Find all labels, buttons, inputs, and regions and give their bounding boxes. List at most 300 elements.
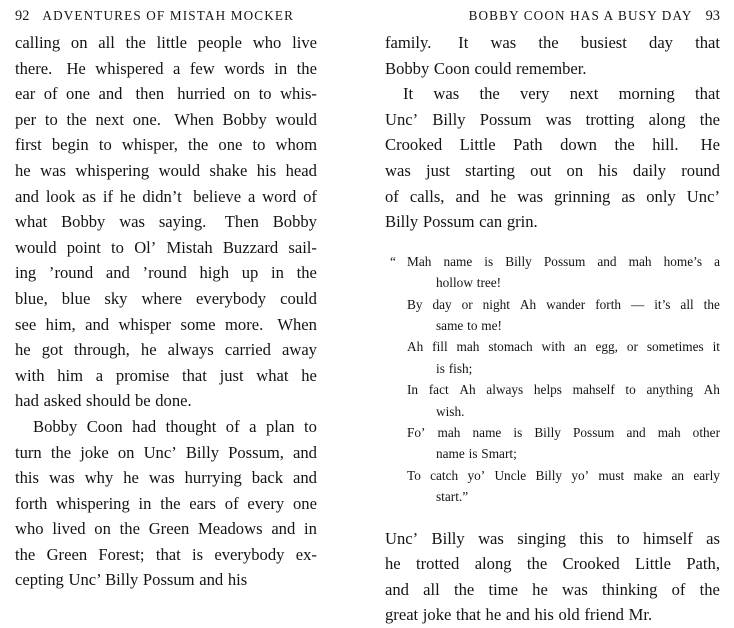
word: shake bbox=[209, 160, 248, 180]
word: Crooked bbox=[562, 554, 620, 574]
text-line bbox=[15, 235, 317, 261]
word: was bbox=[478, 528, 504, 548]
text-line bbox=[15, 209, 317, 235]
word: to bbox=[111, 237, 124, 257]
word: blue bbox=[61, 288, 91, 308]
word: It bbox=[458, 33, 469, 52]
word: all bbox=[98, 33, 115, 52]
word: and bbox=[293, 468, 317, 488]
text-line bbox=[385, 132, 720, 158]
word: whisper bbox=[118, 314, 172, 334]
paragraph bbox=[385, 526, 720, 628]
word: begin bbox=[51, 135, 89, 155]
verse-line: name is Smart; bbox=[436, 446, 517, 462]
word: there. bbox=[15, 58, 57, 78]
word: why bbox=[84, 468, 114, 488]
word: starting bbox=[465, 160, 515, 180]
left-page bbox=[0, 0, 367, 590]
word: is bbox=[192, 544, 204, 564]
word: It bbox=[403, 84, 414, 104]
word: who bbox=[252, 33, 282, 52]
word: the bbox=[699, 579, 720, 599]
word: ing bbox=[15, 263, 37, 283]
word: blue, bbox=[15, 288, 48, 308]
word: more. bbox=[224, 314, 268, 334]
word: he bbox=[301, 365, 317, 385]
word: Billy bbox=[534, 425, 561, 440]
word: whis- bbox=[280, 84, 317, 104]
word: the bbox=[526, 554, 548, 574]
text-line: had asked should be done. bbox=[15, 391, 192, 411]
word: sail- bbox=[288, 237, 317, 257]
word: of bbox=[224, 493, 239, 513]
word: on bbox=[117, 442, 135, 462]
word: a bbox=[249, 416, 257, 436]
word: calling bbox=[15, 33, 61, 52]
word: one bbox=[218, 135, 243, 155]
word: next bbox=[95, 109, 125, 129]
word: the bbox=[699, 109, 720, 129]
word: daily bbox=[632, 160, 667, 180]
word: joke bbox=[80, 442, 109, 462]
word: night bbox=[482, 296, 510, 312]
word: along bbox=[474, 554, 512, 574]
word: what bbox=[15, 212, 48, 232]
word: hurried bbox=[177, 84, 226, 104]
word: of bbox=[43, 84, 58, 104]
text-line bbox=[385, 526, 720, 552]
word: few bbox=[189, 58, 215, 78]
word: Bobby bbox=[222, 109, 267, 129]
text-line bbox=[15, 107, 317, 133]
word: fill bbox=[432, 339, 448, 355]
word: the bbox=[296, 263, 317, 283]
verse-line bbox=[407, 251, 720, 272]
text-line bbox=[15, 516, 317, 542]
word: would bbox=[158, 160, 201, 180]
word: name bbox=[472, 425, 502, 440]
verse-line: start.” bbox=[436, 489, 469, 505]
word: would bbox=[15, 237, 57, 257]
word: see bbox=[15, 314, 37, 334]
word: mah bbox=[437, 425, 461, 440]
word: was bbox=[562, 579, 588, 599]
word: round bbox=[681, 160, 720, 180]
text-line: Bobby Coon could remember. bbox=[385, 58, 587, 78]
text-line bbox=[15, 81, 317, 107]
word: He bbox=[66, 58, 86, 78]
word: trotting bbox=[585, 109, 635, 129]
text-line bbox=[385, 107, 720, 133]
word: on bbox=[70, 33, 88, 52]
word: everybody bbox=[214, 544, 285, 564]
paragraph bbox=[385, 81, 720, 235]
word: that bbox=[155, 544, 181, 564]
word: anything bbox=[646, 382, 693, 398]
word: he bbox=[123, 468, 139, 488]
word: To bbox=[407, 467, 421, 483]
text-line bbox=[15, 440, 317, 466]
word: got bbox=[41, 340, 63, 360]
verse-line: is fish; bbox=[436, 360, 473, 376]
word: to bbox=[258, 84, 272, 104]
word: Ah bbox=[519, 296, 537, 312]
word: Crooked bbox=[385, 135, 443, 155]
word: plan bbox=[265, 416, 295, 436]
right-body-text bbox=[385, 30, 720, 628]
word: head bbox=[285, 160, 317, 180]
word: the bbox=[188, 135, 209, 155]
word: was bbox=[490, 33, 517, 52]
word: Mistah bbox=[166, 237, 213, 257]
right-page bbox=[367, 0, 734, 625]
verse-line bbox=[407, 294, 720, 315]
word: yo’ bbox=[467, 467, 486, 483]
word: little bbox=[156, 33, 188, 52]
verse-line: hollow tree! bbox=[436, 275, 502, 291]
word: this bbox=[579, 528, 604, 548]
text-line: Billy Possum can grin. bbox=[385, 212, 538, 232]
word: who bbox=[15, 519, 44, 539]
word: Green bbox=[148, 519, 190, 539]
word: family. bbox=[385, 33, 437, 52]
word: mahself bbox=[572, 382, 615, 398]
word: and bbox=[85, 314, 110, 334]
word: was bbox=[517, 186, 544, 206]
word: to bbox=[44, 109, 58, 129]
word: with bbox=[541, 339, 566, 355]
word: turn bbox=[15, 442, 42, 462]
word: Ah bbox=[459, 382, 476, 398]
text-line bbox=[15, 491, 317, 517]
word: mah bbox=[456, 339, 480, 355]
word: Bobby bbox=[33, 416, 78, 436]
word: always bbox=[486, 382, 524, 398]
word: per bbox=[15, 109, 37, 129]
word: that bbox=[695, 33, 720, 52]
word: he bbox=[532, 579, 548, 599]
word: wander bbox=[546, 296, 586, 312]
word: a bbox=[247, 186, 256, 206]
word: whispered bbox=[95, 58, 164, 78]
word: helps bbox=[533, 382, 562, 398]
word: is bbox=[513, 425, 523, 440]
word: through, bbox=[74, 340, 130, 360]
word: to bbox=[303, 416, 317, 436]
word: he bbox=[490, 186, 507, 206]
left-running-head bbox=[15, 8, 317, 30]
word: Billy bbox=[432, 109, 466, 129]
word: was bbox=[40, 160, 66, 180]
word: as bbox=[82, 186, 96, 206]
word: the bbox=[125, 33, 146, 52]
word: morning bbox=[618, 84, 675, 104]
text-line bbox=[15, 132, 317, 158]
word: words bbox=[224, 58, 265, 78]
word: the bbox=[119, 519, 140, 539]
word: the bbox=[15, 544, 36, 564]
word: to bbox=[625, 382, 636, 398]
word: one bbox=[66, 84, 90, 104]
word: every bbox=[247, 493, 285, 513]
word: on bbox=[94, 519, 111, 539]
text-line bbox=[15, 184, 317, 210]
word: him, bbox=[45, 314, 76, 334]
word: yo’ bbox=[571, 467, 590, 483]
word: only bbox=[646, 186, 676, 206]
word: Then bbox=[224, 212, 259, 232]
word: — bbox=[630, 296, 645, 312]
verse-block bbox=[385, 251, 720, 508]
word: saying. bbox=[158, 212, 211, 232]
word: he bbox=[15, 340, 31, 360]
word: just bbox=[219, 365, 244, 385]
word: ear bbox=[15, 84, 36, 104]
word: first bbox=[15, 135, 42, 155]
word: on bbox=[566, 160, 584, 180]
word: make bbox=[633, 467, 663, 483]
word: Unc’ bbox=[385, 528, 419, 548]
word: He bbox=[700, 135, 720, 155]
word: away bbox=[281, 340, 317, 360]
word: thinking bbox=[602, 579, 658, 599]
word: fact bbox=[428, 382, 449, 398]
word: and bbox=[385, 579, 409, 599]
text-line bbox=[385, 184, 720, 210]
word: all bbox=[680, 296, 694, 312]
text-line bbox=[385, 158, 720, 184]
word: Unc’ bbox=[143, 442, 177, 462]
word: his bbox=[256, 160, 277, 180]
word: calls, bbox=[409, 186, 445, 206]
word: hurrying bbox=[184, 468, 242, 488]
verse-open-quote: “ bbox=[390, 253, 396, 269]
word: Little bbox=[459, 135, 496, 155]
word: sky bbox=[104, 288, 128, 308]
word: whisper, bbox=[121, 135, 178, 155]
verse-line bbox=[407, 379, 720, 400]
word: as bbox=[706, 528, 720, 548]
word: singing bbox=[517, 528, 567, 548]
word: the bbox=[703, 296, 720, 312]
word: lived bbox=[52, 519, 86, 539]
word: sometimes bbox=[646, 339, 704, 355]
word: In bbox=[407, 382, 419, 398]
word: one. bbox=[132, 109, 166, 129]
word: back bbox=[251, 468, 284, 488]
word: it bbox=[712, 339, 720, 355]
word: didn’t bbox=[142, 186, 187, 206]
word: forth bbox=[15, 493, 48, 513]
word: Green bbox=[46, 544, 88, 564]
word: whispering bbox=[75, 160, 150, 180]
word: had bbox=[132, 416, 157, 436]
word: mah bbox=[628, 253, 652, 269]
word: Possum bbox=[479, 109, 532, 129]
word: promise bbox=[115, 365, 170, 385]
word: When bbox=[174, 109, 214, 129]
word: mah bbox=[657, 425, 681, 440]
word: trotted bbox=[416, 554, 460, 574]
word: everybody bbox=[196, 288, 267, 308]
word: Buzzard bbox=[222, 237, 279, 257]
word: could bbox=[280, 288, 317, 308]
word: a bbox=[714, 253, 720, 269]
text-line bbox=[385, 81, 720, 107]
word: the bbox=[538, 33, 559, 52]
word: Billy bbox=[505, 253, 532, 269]
text-line bbox=[385, 551, 720, 577]
word: what bbox=[256, 365, 289, 385]
word: the bbox=[453, 579, 475, 599]
word: then bbox=[135, 84, 169, 104]
word: of bbox=[303, 186, 317, 206]
word: day bbox=[432, 296, 452, 312]
text-line bbox=[15, 286, 317, 312]
word: of bbox=[671, 579, 686, 599]
word: Billy bbox=[535, 467, 563, 483]
word: must bbox=[598, 467, 625, 483]
right-folio: 93 bbox=[705, 8, 720, 24]
text-line bbox=[15, 337, 317, 363]
word: stomach bbox=[488, 339, 533, 355]
word: would bbox=[275, 109, 317, 129]
word: and bbox=[455, 186, 480, 206]
word: he bbox=[15, 160, 31, 180]
word: and bbox=[597, 253, 617, 269]
word: or bbox=[626, 339, 638, 355]
left-body-text bbox=[15, 30, 317, 593]
word: Ol’ bbox=[134, 237, 157, 257]
word: egg, bbox=[595, 339, 618, 355]
word: Possum bbox=[543, 253, 586, 269]
word: and bbox=[15, 186, 39, 206]
word: along bbox=[648, 109, 686, 129]
word: that bbox=[182, 365, 207, 385]
word: people bbox=[197, 33, 243, 52]
word: was bbox=[545, 109, 572, 129]
word: was bbox=[148, 468, 175, 488]
word: was bbox=[385, 160, 411, 180]
word: if bbox=[102, 186, 113, 206]
word: Ah bbox=[407, 339, 424, 355]
word: in bbox=[138, 493, 152, 513]
paragraph bbox=[15, 414, 317, 593]
right-running-head-title: BOBBY COON HAS A BUSY DAY bbox=[468, 8, 693, 23]
word: high bbox=[199, 263, 230, 283]
word: the bbox=[614, 135, 635, 155]
word: some bbox=[180, 314, 216, 334]
word: Uncle bbox=[494, 467, 527, 483]
word: an bbox=[671, 467, 685, 483]
word: the bbox=[66, 109, 87, 129]
text-line bbox=[385, 577, 720, 603]
word: that bbox=[695, 84, 720, 104]
word: By bbox=[407, 296, 423, 312]
paragraph bbox=[385, 30, 720, 81]
word: on bbox=[233, 84, 251, 104]
word: and bbox=[626, 425, 646, 440]
word: and bbox=[105, 263, 130, 283]
verse-spacer bbox=[385, 508, 720, 526]
word: as bbox=[621, 186, 636, 206]
word: in bbox=[304, 519, 317, 539]
word: was bbox=[433, 84, 460, 104]
word: Billy bbox=[431, 528, 465, 548]
word: home’s bbox=[663, 253, 703, 269]
word: one bbox=[292, 493, 317, 513]
word: live bbox=[292, 33, 317, 52]
left-running-head-title: ADVENTURES OF MISTAH MOCKER bbox=[42, 8, 295, 23]
word: Possum bbox=[572, 425, 615, 440]
word: Bobby bbox=[61, 212, 106, 232]
word: in bbox=[274, 58, 288, 78]
word: just bbox=[426, 160, 450, 180]
word: Path, bbox=[686, 554, 720, 574]
word: Little bbox=[635, 554, 671, 574]
word: Meadows bbox=[198, 519, 263, 539]
word: grinning bbox=[554, 186, 611, 206]
word: believe bbox=[193, 186, 242, 206]
word: was bbox=[119, 212, 145, 232]
word: out bbox=[530, 160, 552, 180]
text-line bbox=[15, 158, 317, 184]
text-line bbox=[385, 30, 720, 56]
text-line bbox=[15, 465, 317, 491]
word: ex- bbox=[295, 544, 317, 564]
word: other bbox=[692, 425, 720, 440]
word: Ah bbox=[703, 382, 720, 398]
word: name bbox=[443, 253, 473, 269]
word: the bbox=[479, 84, 500, 104]
paragraph bbox=[15, 30, 317, 414]
word: When bbox=[277, 314, 317, 334]
word: himself bbox=[643, 528, 693, 548]
word: Coon bbox=[86, 416, 123, 436]
word: ears bbox=[189, 493, 216, 513]
left-folio: 92 bbox=[15, 8, 30, 24]
word: time bbox=[488, 579, 518, 599]
word: word bbox=[262, 186, 297, 206]
word: carried bbox=[224, 340, 271, 360]
word: with bbox=[15, 365, 45, 385]
word: in bbox=[271, 263, 284, 283]
word: ’round bbox=[142, 263, 187, 283]
word: he bbox=[140, 340, 157, 360]
word: is bbox=[484, 253, 494, 269]
word: Bobby bbox=[272, 212, 317, 232]
word: of bbox=[225, 416, 240, 436]
word: to bbox=[252, 135, 266, 155]
word: Possum, bbox=[228, 442, 284, 462]
word: forth bbox=[595, 296, 622, 312]
word: this bbox=[15, 468, 39, 488]
verse-line: wish. bbox=[436, 403, 465, 419]
text-line bbox=[15, 56, 317, 82]
word: him bbox=[57, 365, 84, 385]
word: Unc’ bbox=[686, 186, 720, 206]
verse-line bbox=[407, 336, 720, 357]
verse-line: same to me! bbox=[436, 317, 502, 333]
text-line: great joke that he and his old friend Mr. bbox=[385, 605, 653, 625]
word: always bbox=[167, 340, 214, 360]
word: Billy bbox=[185, 442, 220, 462]
word: catch bbox=[430, 467, 459, 483]
word: point bbox=[66, 237, 101, 257]
right-running-head bbox=[385, 8, 720, 30]
word: next bbox=[569, 84, 599, 104]
word: an bbox=[574, 339, 587, 355]
